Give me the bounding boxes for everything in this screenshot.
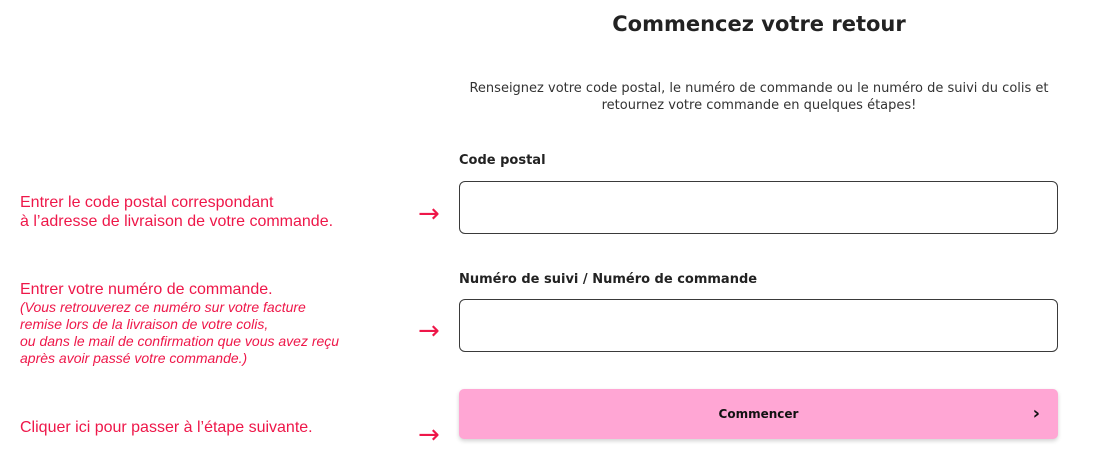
- tracking-number-input[interactable]: [459, 299, 1058, 352]
- annotation-order-note-4: après avoir passé votre commande.): [20, 350, 248, 366]
- page-title: Commencez votre retour: [612, 12, 906, 36]
- annotation-postal-line-2: à l’adresse de livraison de votre commande.: [20, 213, 334, 230]
- chevron-right-icon: ›: [1032, 403, 1040, 425]
- annotation-order-line-1: Entrer votre numéro de commande.: [20, 281, 273, 298]
- annotation-postal-line-1: Entrer le code postal correspondant: [20, 194, 274, 211]
- arrow-right-icon: →: [418, 316, 440, 346]
- intro-text: [459, 80, 1059, 114]
- annotation-order-note-1: (Vous retrouverez ce numéro sur votre facture: [20, 299, 306, 315]
- start-button-label: Commencer: [718, 407, 799, 421]
- postal-code-label: Code postal: [459, 153, 546, 168]
- tracking-number-label: Numéro de suivi / Numéro de commande: [459, 272, 758, 287]
- arrow-right-icon: →: [418, 420, 440, 450]
- annotation-postal-code: [20, 193, 333, 231]
- annotation-order-note-2: remise lors de la livraison de votre colis,: [20, 316, 269, 332]
- postal-code-input[interactable]: [459, 181, 1058, 234]
- annotation-order-note-3: ou dans le mail de confirmation que vous avez reçu: [20, 333, 340, 349]
- intro-line-1: Renseignez votre code postal, le numéro de commande ou le numéro de suivi du colis et: [469, 81, 1049, 96]
- start-button[interactable]: [459, 389, 1058, 439]
- annotation-order-number: [20, 280, 339, 367]
- annotation-button-hint: Cliquer ici pour passer à l’étape suivante.: [20, 419, 313, 436]
- arrow-right-icon: →: [418, 199, 440, 229]
- intro-line-2: retournez votre commande en quelques étapes!: [601, 98, 917, 113]
